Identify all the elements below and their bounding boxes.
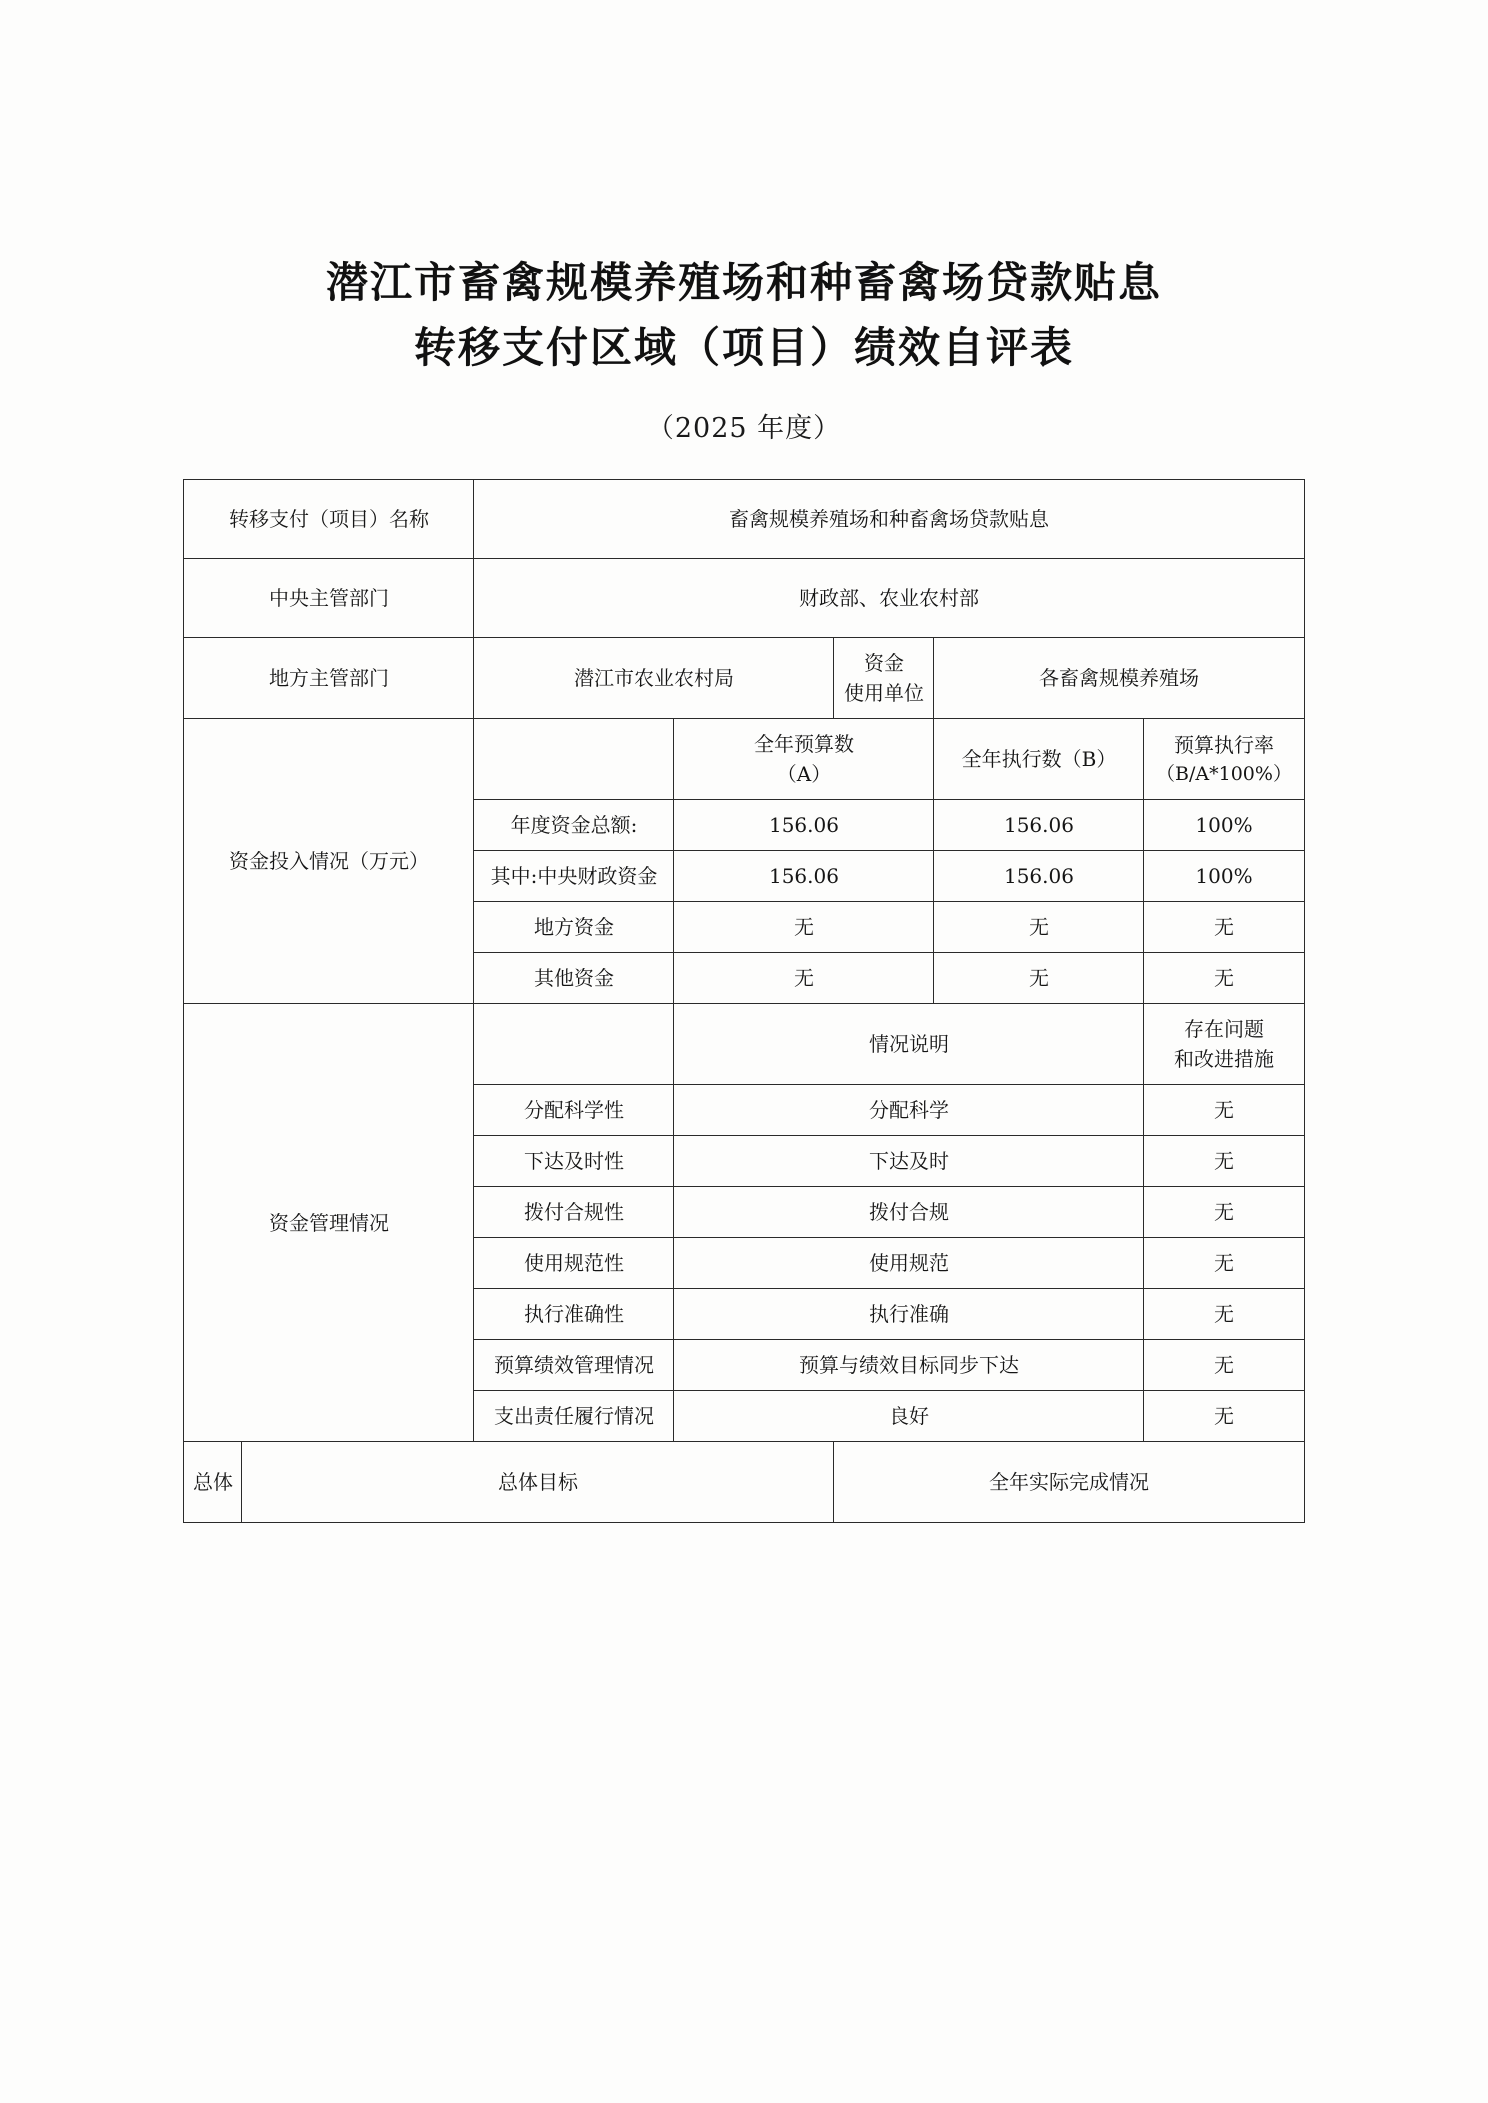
funding-item-name-1: 其中:中央财政资金 — [474, 851, 674, 902]
management-item-name-6: 支出责任履行情况 — [474, 1391, 674, 1442]
management-item-desc-0: 分配科学 — [674, 1085, 1144, 1136]
management-corner-blank — [474, 1004, 674, 1085]
management-item-issue-6: 无 — [1144, 1391, 1304, 1442]
funding-item-actual-2: 无 — [934, 902, 1144, 953]
management-item-desc-5: 预算与绩效目标同步下达 — [674, 1340, 1144, 1391]
page-title-line-1: 潜江市畜禽规模养殖场和种畜禽场贷款贴息 — [325, 258, 1162, 307]
funding-item-actual-0: 156.06 — [934, 800, 1144, 851]
page-subtitle-year: （2025 年度） — [646, 413, 842, 445]
table-row-management-header — [184, 1004, 1304, 1085]
table-row-overall — [184, 1442, 1304, 1523]
header-overall-actual: 全年实际完成情况 — [834, 1442, 1304, 1523]
funding-item-actual-3: 无 — [934, 953, 1144, 1004]
header-annual-budget-line1: 全年预算数 — [753, 732, 854, 757]
header-overall-goal: 总体目标 — [242, 1442, 834, 1523]
header-issues-improvements-line1: 存在问题 — [1184, 1017, 1264, 1042]
table-row-local-department — [184, 638, 1304, 719]
section-label-overall: 总体 — [184, 1442, 242, 1523]
funding-item-name-3: 其他资金 — [474, 953, 674, 1004]
header-annual-actual: 全年执行数（B） — [934, 719, 1144, 800]
value-central-department: 财政部、农业农村部 — [474, 559, 1304, 638]
management-item-issue-4: 无 — [1144, 1289, 1304, 1340]
header-execution-rate — [1144, 719, 1304, 800]
funding-item-actual-1: 156.06 — [934, 851, 1144, 902]
label-central-department: 中央主管部门 — [184, 559, 474, 638]
table-row-funding-header — [184, 719, 1304, 800]
management-item-issue-3: 无 — [1144, 1238, 1304, 1289]
funding-item-budget-3: 无 — [674, 953, 934, 1004]
label-fund-using-unit-line2: 使用单位 — [843, 681, 924, 706]
management-item-desc-4: 执行准确 — [674, 1289, 1144, 1340]
funding-item-rate-2: 无 — [1144, 902, 1304, 953]
management-item-name-3: 使用规范性 — [474, 1238, 674, 1289]
header-annual-budget — [674, 719, 934, 800]
header-issues-improvements-line2: 和改进措施 — [1174, 1047, 1274, 1072]
header-execution-rate-line1: 预算执行率 — [1174, 732, 1274, 757]
management-item-name-2: 拨付合规性 — [474, 1187, 674, 1238]
label-project-name: 转移支付（项目）名称 — [184, 480, 474, 559]
label-local-department: 地方主管部门 — [184, 638, 474, 719]
management-item-name-0: 分配科学性 — [474, 1085, 674, 1136]
management-item-issue-1: 无 — [1144, 1136, 1304, 1187]
header-issues-improvements — [1144, 1004, 1304, 1085]
management-item-desc-6: 良好 — [674, 1391, 1144, 1442]
funding-corner-blank — [474, 719, 674, 800]
funding-item-rate-1: 100% — [1144, 851, 1304, 902]
label-fund-using-unit-line1: 资金 — [863, 651, 904, 676]
value-fund-using-unit: 各畜禽规模养殖场 — [934, 638, 1304, 719]
funding-item-name-0: 年度资金总额: — [474, 800, 674, 851]
performance-self-evaluation-table — [183, 479, 1304, 1523]
management-item-issue-0: 无 — [1144, 1085, 1304, 1136]
management-item-issue-2: 无 — [1144, 1187, 1304, 1238]
header-annual-budget-line2: （A） — [776, 762, 832, 787]
value-local-department: 潜江市农业农村局 — [474, 638, 834, 719]
funding-item-rate-0: 100% — [1144, 800, 1304, 851]
page-title-line-2: 转移支付区域（项目）绩效自评表 — [413, 323, 1074, 373]
document-title-block — [0, 250, 1488, 445]
funding-item-budget-2: 无 — [674, 902, 934, 953]
management-item-desc-2: 拨付合规 — [674, 1187, 1144, 1238]
header-execution-rate-line2: （B/A*100%） — [1156, 762, 1292, 785]
management-item-name-1: 下达及时性 — [474, 1136, 674, 1187]
funding-item-rate-3: 无 — [1144, 953, 1304, 1004]
table-row-central-department — [184, 559, 1304, 638]
label-fund-using-unit — [834, 638, 934, 719]
section-label-fund-management: 资金管理情况 — [184, 1004, 474, 1442]
table-row-project-name — [184, 480, 1304, 559]
funding-item-budget-1: 156.06 — [674, 851, 934, 902]
section-label-funding-input: 资金投入情况（万元） — [184, 719, 474, 1004]
funding-item-budget-0: 156.06 — [674, 800, 934, 851]
management-item-name-5: 预算绩效管理情况 — [474, 1340, 674, 1391]
header-situation-description: 情况说明 — [674, 1004, 1144, 1085]
funding-item-name-2: 地方资金 — [474, 902, 674, 953]
management-item-desc-3: 使用规范 — [674, 1238, 1144, 1289]
value-project-name: 畜禽规模养殖场和种畜禽场贷款贴息 — [474, 480, 1304, 559]
management-item-issue-5: 无 — [1144, 1340, 1304, 1391]
management-item-desc-1: 下达及时 — [674, 1136, 1144, 1187]
management-item-name-4: 执行准确性 — [474, 1289, 674, 1340]
